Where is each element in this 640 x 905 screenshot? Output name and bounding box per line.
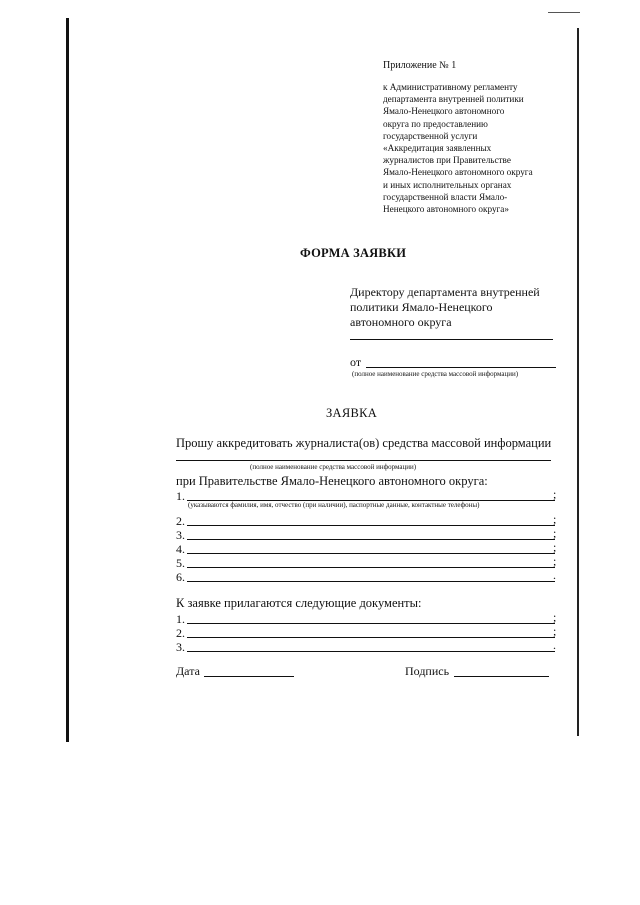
addressee-line: автономного округа <box>350 315 452 329</box>
appendix-line: журналистов при Правительстве <box>383 155 511 166</box>
signature-field[interactable] <box>454 676 549 677</box>
addressee-blank-line[interactable] <box>350 339 553 340</box>
row-number: 3. <box>176 528 185 542</box>
row-number: 6. <box>176 570 185 584</box>
journalist-field-4[interactable] <box>187 553 555 554</box>
from-label: от <box>350 355 362 369</box>
date-label: Дата <box>176 664 200 678</box>
journalist-field-3[interactable] <box>187 539 555 540</box>
scan-right-border <box>577 28 579 736</box>
journalist-field-2[interactable] <box>187 525 555 526</box>
appendix-title: Приложение № 1 <box>383 60 457 71</box>
appendix-line: «Аккредитация заявленных <box>383 143 492 154</box>
addressee-line: Директору департамента внутренней <box>350 285 540 299</box>
scan-edge-line <box>548 12 580 13</box>
appendix-line: и иных исполнительных органах <box>383 179 512 190</box>
person-caption: (указываются фамилия, имя, отчество (при наличии), паспортные данные, контактные телефоны) <box>188 501 480 509</box>
appendix-line: Ямало-Ненецкого автономного <box>383 106 505 117</box>
row-end: ; <box>553 526 557 540</box>
media-name-caption: (полное наименование средства массовой информации) <box>250 463 417 471</box>
row-end: ; <box>553 554 557 568</box>
appendix-line: департамента внутренней политики <box>383 94 524 105</box>
appendix-line: к Административному регламенту <box>383 82 518 92</box>
signature-label: Подпись <box>405 664 450 678</box>
row-number: 2. <box>176 626 185 640</box>
appendix-line: округа по предоставлению <box>383 118 488 129</box>
row-number: 4. <box>176 542 185 556</box>
row-end: ; <box>553 487 557 501</box>
document-field-2[interactable] <box>187 637 555 638</box>
row-number: 1. <box>176 612 185 626</box>
from-caption: (полное наименование средства массовой информации) <box>352 370 519 378</box>
documents-title: К заявке прилагаются следующие документы: <box>176 596 422 610</box>
journalist-field-5[interactable] <box>187 567 555 568</box>
application-title: ЗАЯВКА <box>326 406 378 420</box>
row-number: 3. <box>176 640 185 654</box>
from-media-field[interactable] <box>366 367 556 368</box>
media-name-field[interactable] <box>176 460 551 461</box>
appendix-text <box>383 81 563 215</box>
scan-left-border <box>66 18 69 742</box>
row-end: ; <box>553 624 557 638</box>
row-end: . <box>553 638 556 652</box>
addressee-line: политики Ямало-Ненецкого <box>350 300 493 314</box>
appendix-line: Ямало-Ненецкого автономного округа <box>383 167 533 178</box>
addressee-block <box>350 285 560 330</box>
request-text: Прошу аккредитовать журналиста(ов) средства массовой информации <box>176 436 552 450</box>
row-end: ; <box>553 512 557 526</box>
journalist-field-6[interactable] <box>187 581 555 582</box>
appendix-line: государственной власти Ямало- <box>383 191 508 202</box>
document-field-3[interactable] <box>187 651 555 652</box>
document-field-1[interactable] <box>187 623 555 624</box>
appendix-line: Ненецкого автономного округа» <box>383 204 509 215</box>
date-field[interactable] <box>204 676 294 677</box>
appendix-line: государственной услуги <box>383 130 478 141</box>
form-title: ФОРМА ЗАЯВКИ <box>300 246 407 260</box>
row-number: 2. <box>176 514 185 528</box>
row-end: . <box>553 568 556 582</box>
row-number: 5. <box>176 556 185 570</box>
row-end: ; <box>553 610 557 624</box>
government-text: при Правительстве Ямало-Ненецкого автономного округа: <box>176 474 488 488</box>
row-end: ; <box>553 540 557 554</box>
row-number: 1. <box>176 489 185 503</box>
